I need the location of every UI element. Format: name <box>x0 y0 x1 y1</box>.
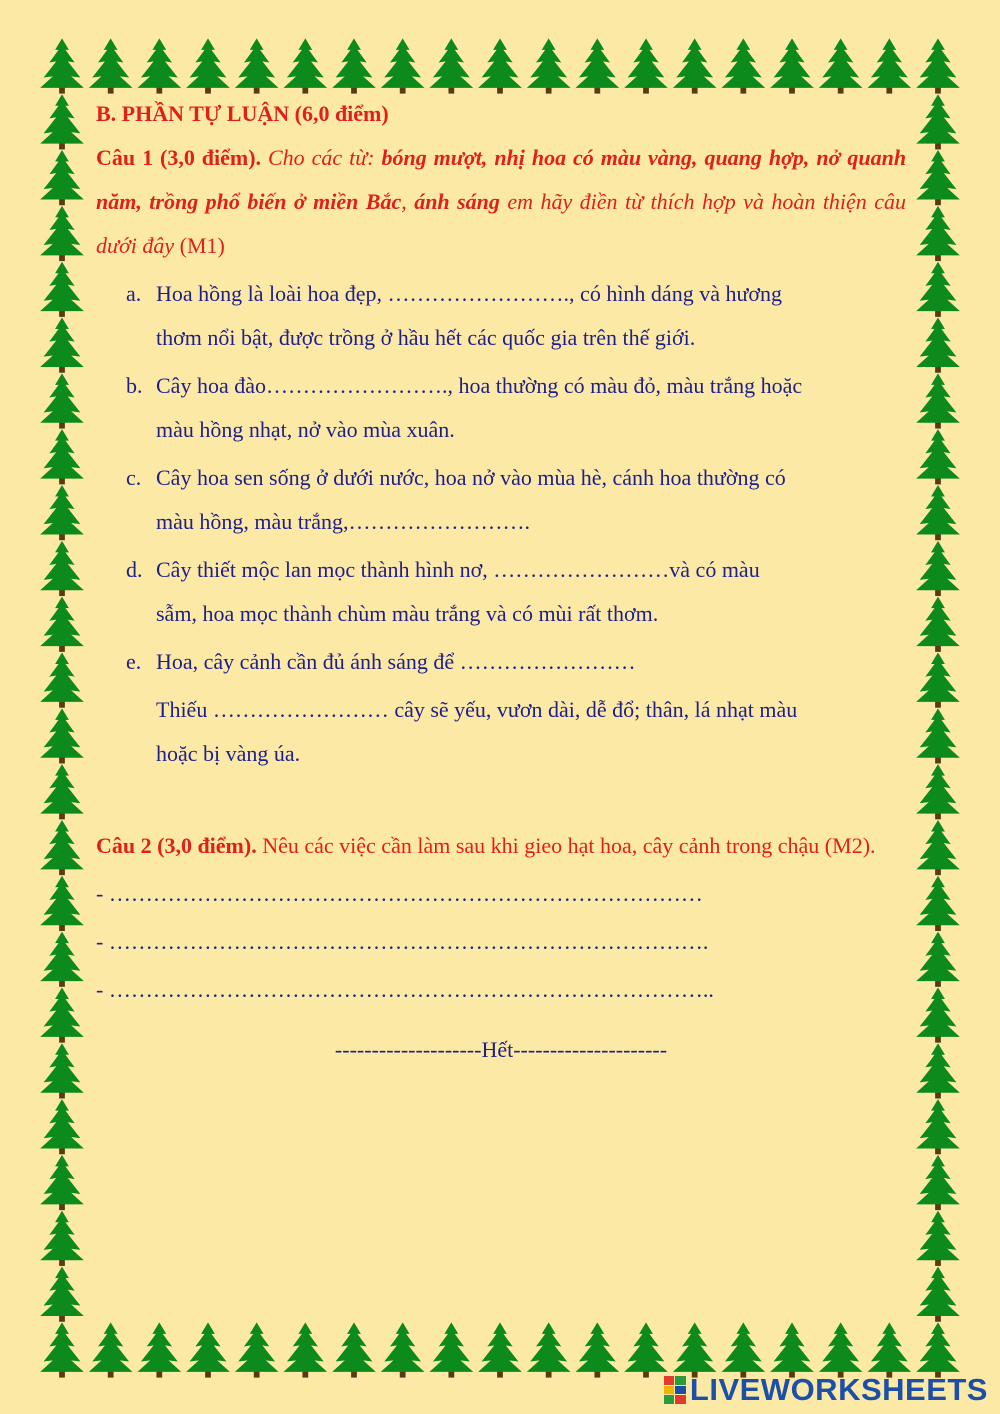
tree-icon <box>916 820 960 875</box>
item-text: Thiếu …………………… cây sẽ yếu, vươn dài, dễ đổ; thân, lá nhạt màu <box>156 697 798 722</box>
tree-icon <box>916 318 960 373</box>
tree-icon <box>916 373 960 428</box>
tree-icon <box>916 485 960 540</box>
question-1-terms-2: nở quanh năm, trồng phổ biến ở miền Bắc <box>96 145 907 214</box>
tree-icon <box>478 1322 522 1377</box>
item-text: sẫm, hoa mọc thành chùm màu trắng và có mùi rất thơm. <box>156 601 659 626</box>
tree-icon <box>40 150 84 205</box>
tree-icon <box>40 764 84 819</box>
tree-icon <box>916 1211 960 1266</box>
tree-icon <box>40 708 84 763</box>
tree-icon <box>916 932 960 987</box>
tree-icon <box>332 1322 376 1377</box>
tree-icon <box>40 373 84 428</box>
tree-icon <box>332 38 376 93</box>
tree-icon <box>673 38 717 93</box>
question-1-term-last: ánh sáng <box>414 189 500 214</box>
tree-icon <box>916 541 960 596</box>
tree-icon <box>770 1322 814 1377</box>
tree-icon <box>916 597 960 652</box>
tree-icon <box>40 94 84 149</box>
question-1-intro: Cho các từ: <box>268 145 375 170</box>
tree-icon <box>916 1099 960 1154</box>
item-label: e. <box>126 649 142 674</box>
tree-icon <box>40 429 84 484</box>
tree-icon <box>40 1267 84 1322</box>
tree-icon <box>186 1322 230 1377</box>
tree-icon <box>40 38 84 93</box>
tree-icon <box>916 38 960 93</box>
tree-icon <box>575 1322 619 1377</box>
item-text: thơm nổi bật, được trồng ở hầu hết các quốc gia trên thế giới. <box>156 325 696 350</box>
tree-icon <box>40 820 84 875</box>
tree-icon <box>770 38 814 93</box>
tree-icon <box>916 1043 960 1098</box>
tree-icon <box>40 1099 84 1154</box>
tree-icon <box>283 1322 327 1377</box>
answer-line-3[interactable]: - ……………………………………………………………………….. <box>96 977 714 1002</box>
item-text: Hoa hồng là loài hoa đẹp, ……………………., có hình dáng và hương <box>156 281 783 306</box>
question-2-text-2: chậu (M2). <box>777 833 876 858</box>
tree-icon <box>867 1322 911 1377</box>
item-text: hoặc bị vàng úa. <box>156 741 301 766</box>
tree-icon <box>186 38 230 93</box>
fill-item-e <box>96 640 906 776</box>
fill-item-d <box>96 548 906 636</box>
fill-item-a <box>96 272 906 360</box>
fill-item-c <box>96 456 906 544</box>
item-text: Cây hoa đào……………………., hoa thường có màu đỏ, màu trắng hoặc <box>156 373 803 398</box>
tree-icon <box>40 541 84 596</box>
liveworksheets-logo-icon <box>664 1376 686 1404</box>
item-text: Cây hoa sen sống ở dưới nước, hoa nở vào mùa hè, cánh hoa thường có <box>156 465 786 490</box>
tree-icon <box>916 876 960 931</box>
tree-icon <box>575 38 619 93</box>
tree-icon <box>916 1267 960 1322</box>
fill-item-b <box>96 364 906 452</box>
tree-icon <box>381 1322 425 1377</box>
watermark-text: LIVEWORKSHEETS <box>689 1372 988 1407</box>
item-text: Cây thiết mộc lan mọc thành hình nơ, ……………………và có màu <box>156 557 760 582</box>
tree-icon <box>916 987 960 1042</box>
question-1-terms: bóng mượt, nhị hoa có màu vàng, quang hợp, <box>381 145 810 170</box>
tree-icon <box>40 932 84 987</box>
item-label: b. <box>126 373 143 398</box>
tree-icon <box>624 1322 668 1377</box>
tree-icon <box>916 1322 960 1377</box>
tree-icon <box>624 38 668 93</box>
item-label: a. <box>126 281 142 306</box>
tree-icon <box>673 1322 717 1377</box>
item-text: Hoa, cây cảnh cần đủ ánh sáng để …………………… <box>156 649 636 674</box>
tree-icon <box>819 1322 863 1377</box>
end-marker: --------------------Hết--------------------- <box>334 1037 668 1062</box>
item-label: c. <box>126 465 142 490</box>
tree-icon <box>235 1322 279 1377</box>
tree-icon <box>89 38 133 93</box>
tree-icon <box>40 597 84 652</box>
tree-icon <box>429 38 473 93</box>
tree-icon <box>40 1043 84 1098</box>
tree-icon <box>40 262 84 317</box>
question-1-heading: Câu 1 (3,0 điểm). <box>96 145 262 170</box>
tree-icon <box>916 1155 960 1210</box>
tree-icon <box>916 652 960 707</box>
tree-icon <box>40 206 84 261</box>
tree-icon <box>916 708 960 763</box>
question-1-level: (M1) <box>179 233 225 258</box>
question-1-instruction: em hãy điền từ thích hợp <box>507 189 736 214</box>
item-label: d. <box>126 557 143 582</box>
tree-icon <box>40 318 84 373</box>
section-title: B. PHẦN TỰ LUẬN (6,0 điểm) <box>96 101 389 126</box>
tree-icon <box>40 1211 84 1266</box>
tree-icon <box>819 38 863 93</box>
tree-icon <box>40 876 84 931</box>
tree-icon <box>527 38 571 93</box>
answer-line-2[interactable]: - ………………………………………………………………………. <box>96 929 709 954</box>
tree-icon <box>721 38 765 93</box>
tree-icon <box>527 1322 571 1377</box>
tree-icon <box>40 485 84 540</box>
tree-icon <box>867 38 911 93</box>
tree-icon <box>429 1322 473 1377</box>
tree-icon <box>89 1322 133 1377</box>
item-text: màu hồng, màu trắng,……………………. <box>156 509 530 534</box>
question-2-prompt <box>96 824 906 868</box>
question-2-text: Nêu các việc cần làm sau khi gieo hạt hoa, cây cảnh trong <box>262 833 773 858</box>
tree-icon <box>235 38 279 93</box>
tree-icon <box>916 206 960 261</box>
question-1-prompt: Câu 1 (3,0 điểm). Cho các từ: bóng mượt, nhị hoa có màu vàng, quang hợp, nở quanh năm, trồng phổ biến ở miền Bắc, ánh sáng em hãy điền từ thích hợp và hoàn thiện câu dưới đây (M1) <box>96 145 907 258</box>
tree-icon <box>916 94 960 149</box>
worksheet-content <box>96 92 906 1072</box>
tree-icon <box>137 38 181 93</box>
tree-icon <box>916 150 960 205</box>
tree-icon <box>40 987 84 1042</box>
tree-icon <box>40 652 84 707</box>
tree-icon <box>916 764 960 819</box>
item-text: màu hồng nhạt, nở vào mùa xuân. <box>156 417 455 442</box>
tree-icon <box>916 262 960 317</box>
tree-icon <box>40 1155 84 1210</box>
tree-icon <box>283 38 327 93</box>
tree-icon <box>916 429 960 484</box>
liveworksheets-watermark <box>664 1372 988 1408</box>
tree-icon <box>137 1322 181 1377</box>
question-2-heading: Câu 2 (3,0 điểm). <box>96 833 257 858</box>
question-1-instruction-2: và hoàn thiện câu dưới đây <box>96 189 907 258</box>
tree-icon <box>721 1322 765 1377</box>
answer-line-1[interactable]: - ……………………………………………………………………… <box>96 881 703 906</box>
tree-icon <box>478 38 522 93</box>
tree-icon <box>381 38 425 93</box>
tree-icon <box>40 1322 84 1377</box>
